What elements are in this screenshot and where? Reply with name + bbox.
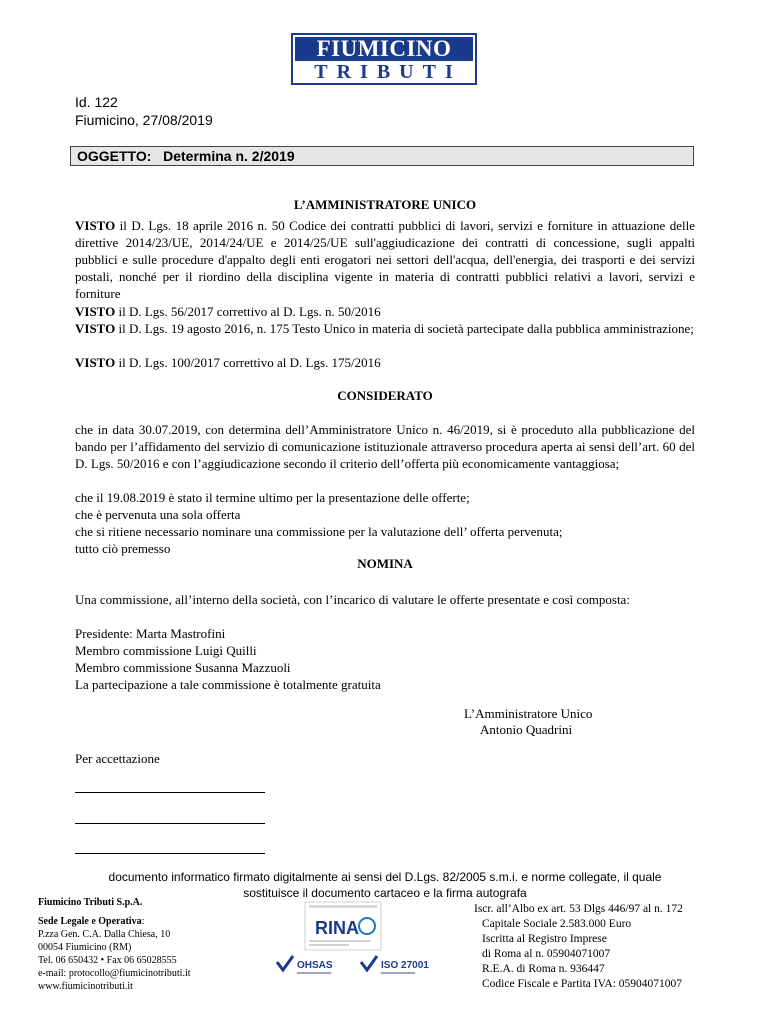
footer-address-1: P.zza Gen. C.A. Dalla Chiesa, 10 (38, 929, 171, 940)
footer-web: www.fiumicinotributi.it (38, 981, 133, 992)
signature-line-3 (75, 853, 265, 854)
amministratore-title: L’AMMINISTRATORE UNICO (293, 197, 477, 212)
document-id: Id. 122 (75, 94, 118, 110)
signature-line-1 (75, 792, 265, 793)
certification-badges (275, 900, 435, 984)
per-accettazione: Per accettazione (75, 751, 160, 766)
iso-check-icon (361, 956, 377, 970)
footer-registration-info (474, 902, 683, 992)
considerato-item-2: che il 19.08.2019 è stato il termine ultimo per la presentazione delle offerte; (75, 490, 470, 505)
footer-address-2: 00054 Fiumicino (RM) (38, 942, 132, 953)
footer-sede-label: Sede Legale e Operativa (38, 916, 142, 927)
footer-albo: Iscr. all’Albo ex art. 53 Dlgs 446/97 al n. 172 (474, 903, 683, 915)
commissione-membro-2: Membro commissione Susanna Mazzuoli (75, 660, 291, 675)
considerato-item-5: tutto ciò premesso (75, 541, 171, 556)
footer-company-name: Fiumicino Tributi S.p.A. (38, 897, 143, 908)
footer-company-info (38, 896, 191, 993)
footer-registro: Iscritta al Registro Imprese (482, 933, 607, 945)
visto-keyword: VISTO (75, 218, 116, 233)
considerato-item-4: che si ritiene necessario nominare una commissione per la valutazione dell’ offerta pervenuta; (75, 524, 563, 539)
certification-logos (275, 900, 435, 984)
logo-line1: FIUMICINO (295, 37, 473, 61)
nomina-title: NOMINA (357, 556, 413, 571)
rina-logo: RINA (315, 918, 359, 938)
footer-rea: R.E.A. di Roma n. 936447 (482, 963, 605, 975)
commissione-intro: Una commissione, all’interno della società, con l’incarico di valutare le offerte presentate e così composta: (75, 592, 630, 607)
footer-registro-numero: di Roma al n. 05904071007 (482, 948, 611, 960)
firma-role: L’Amministratore Unico (464, 706, 593, 721)
footer-email: e-mail: protocollo@fiumicinotributi.it (38, 968, 191, 979)
ohsas-label: OHSAS (297, 960, 333, 971)
considerato-item-1: che in data 30.07.2019, con determina dell’Amministratore Unico n. 46/2019, si è proceduto alla pubblicazione del bando per l’affidamento del servizio di comunicazione istituzionale attraverso procedura aperta ai sensi dell’art. 60 del D. Lgs. 50/2016 e con l’aggiudicazione secondo il criterio dell’offerta più economicamente vantaggiosa; (75, 422, 695, 471)
firma-name: Antonio Quadrini (480, 722, 573, 737)
commissione-presidente: Presidente: Marta Mastrofini (75, 626, 226, 641)
visto-keyword: VISTO (75, 304, 116, 319)
oggetto-box (70, 146, 694, 166)
visto-text: il D. Lgs. 100/2017 correttivo al D. Lgs. 175/2016 (115, 355, 381, 370)
ohsas-check-icon (277, 956, 293, 970)
visto-text: il D. Lgs. 19 agosto 2016, n. 175 Testo Unico in materia di società partecipate dalla pubblica amministrazione; (115, 321, 694, 336)
iso-label: ISO 27001 (381, 960, 429, 971)
fiumicino-tributi-logo (291, 33, 477, 85)
visto-text: il D. Lgs. 18 aprile 2016 n. 50 Codice dei contratti pubblici di lavori, servizi e forniture in attuazione delle direttive 2014/23/UE, 2014/24/UE e 2014/25/UE sull'aggiudicazione dei contratti di concessione, sugli appalti pubblici e sulle procedure d'appalto degli enti erogatori nei settori dell'acqua, dell'energia, dei trasporti e dei servizi postali, nonché per il riordino della disciplina vigente in materia di contratti pubblici relativi a lavori, servizi e forniture (75, 218, 695, 301)
visto-keyword: VISTO (75, 321, 116, 336)
commissione-membro-1: Membro commissione Luigi Quilli (75, 643, 257, 658)
oggetto-label: OGGETTO: (77, 148, 152, 164)
place-date: Fiumicino, 27/08/2019 (75, 112, 213, 128)
visto-paragraph-2 (75, 303, 381, 320)
considerato-title: CONSIDERATO (337, 388, 433, 403)
footer-partita-iva: Codice Fiscale e Partita IVA: 05904071007 (482, 978, 683, 990)
considerato-item-3: che è pervenuta una sola offerta (75, 507, 241, 522)
signature-line-2 (75, 823, 265, 824)
footer-phone: Tel. 06 650432 • Fax 06 65028555 (38, 955, 177, 966)
visto-paragraph-3 (75, 320, 695, 337)
commissione-gratuita: La partecipazione a tale commissione è totalmente gratuita (75, 677, 381, 692)
footer-capitale: Capitale Sociale 2.583.000 Euro (482, 918, 632, 930)
footer-sede: Sede Legale e Operativa: (38, 916, 145, 927)
visto-paragraph-4 (75, 354, 381, 371)
logo-line2: TRIBUTI (314, 61, 462, 83)
oggetto-text: Determina n. 2/2019 (163, 148, 295, 164)
visto-keyword: VISTO (75, 355, 116, 370)
visto-text: il D. Lgs. 56/2017 correttivo al D. Lgs. n. 50/2016 (115, 304, 381, 319)
digital-signature-note: documento informatico firmato digitalmente ai sensi del D.Lgs. 82/2005 s.m.i. e norme collegate, il quale sostituisce il documento cartaceo e la firma autografa (108, 870, 662, 900)
visto-paragraph-1 (75, 217, 695, 302)
